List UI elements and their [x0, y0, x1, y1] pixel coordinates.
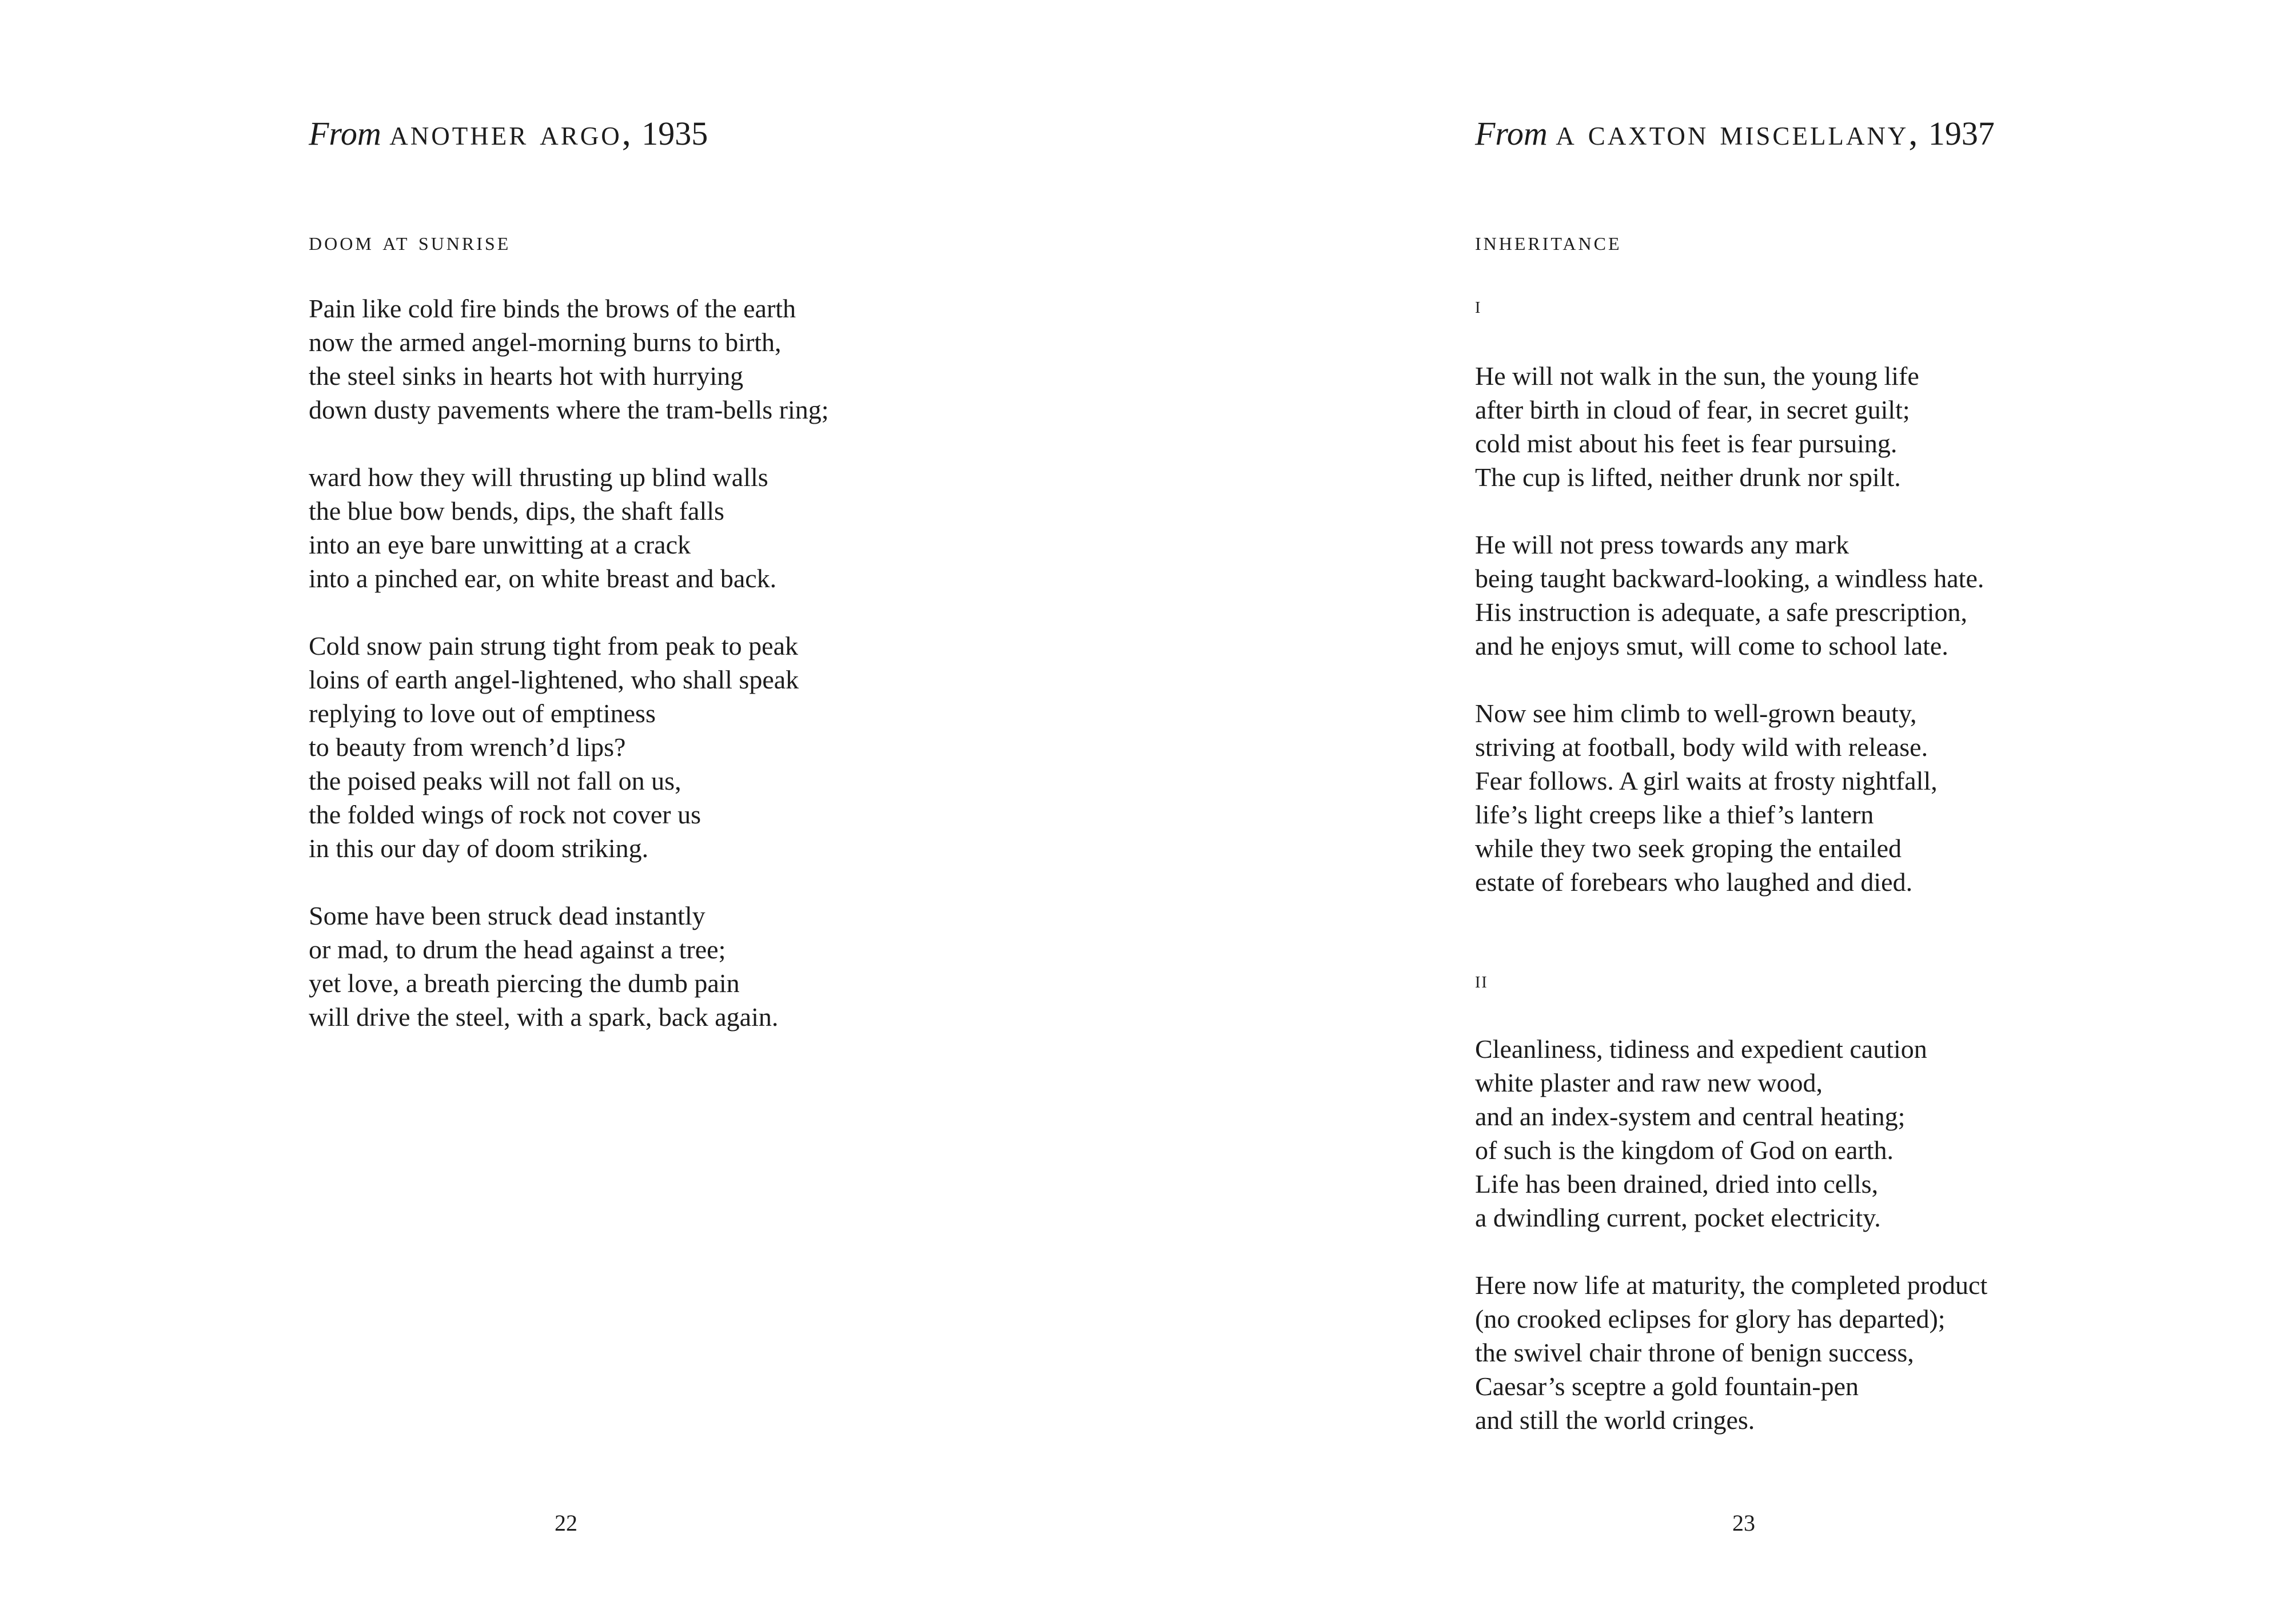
poem-line: replying to love out of emptiness	[309, 699, 656, 728]
poem-line: down dusty pavements where the tram-bells ring;	[309, 395, 829, 424]
poem-line: He will not walk in the sun, the young life	[1475, 361, 1919, 391]
poem-line: the poised peaks will not fall on us,	[309, 766, 681, 795]
poem-line: loins of earth angel-lightened, who shall speak	[309, 665, 799, 694]
stanza	[309, 899, 829, 1034]
poem-line: and still the world cringes.	[1475, 1405, 1755, 1435]
page-number: 22	[555, 1510, 577, 1536]
poem-title: doom at sunrise	[309, 226, 511, 256]
poem-line: Caesar’s sceptre a gold fountain-pen	[1475, 1372, 1859, 1401]
poem-line: a dwindling current, pocket electricity.	[1475, 1203, 1881, 1232]
poem-line: the steel sinks in hearts hot with hurrying	[309, 361, 744, 391]
poem-line: Fear follows. A girl waits at frosty nightfall,	[1475, 766, 1938, 795]
poem-line: His instruction is adequate, a safe prescription,	[1475, 598, 1967, 627]
poem-line: into a pinched ear, on white breast and back.	[309, 564, 777, 593]
poem-line: the folded wings of rock not cover us	[309, 800, 701, 829]
section-number: ii	[1475, 967, 1488, 993]
poem-line: Pain like cold fire binds the brows of the earth	[309, 294, 796, 323]
poem-line: into an eye bare unwitting at a crack	[309, 530, 691, 559]
collection-heading	[309, 114, 708, 151]
collection-heading	[1475, 114, 1995, 151]
poem-line: Here now life at maturity, the completed product	[1475, 1270, 1988, 1300]
stanza	[1475, 696, 1984, 899]
poem-line: yet love, a breath piercing the dumb pain	[309, 969, 740, 998]
poem-line: and an index-system and central heating;	[1475, 1102, 1906, 1131]
poem-body-section-1	[1475, 359, 1984, 933]
heading-from: From	[309, 115, 381, 152]
poem-line: striving at football, body wild with release.	[1475, 732, 1928, 762]
poem-line: being taught backward-looking, a windless hate.	[1475, 564, 1984, 593]
poem-line: of such is the kingdom of God on earth.	[1475, 1136, 1894, 1165]
poem-line: Cold snow pain strung tight from peak to peak	[309, 631, 798, 660]
stanza	[309, 629, 829, 865]
poem-line: Now see him climb to well-grown beauty,	[1475, 699, 1917, 728]
section-number: i	[1475, 292, 1482, 318]
left-page	[309, 0, 995, 1621]
poem-line: now the armed angel-morning burns to birth,	[309, 328, 782, 357]
poem-line: after birth in cloud of fear, in secret guilt;	[1475, 395, 1910, 424]
stanza	[1475, 1032, 1987, 1234]
poem-line: while they two seek groping the entailed	[1475, 834, 1902, 863]
stanza	[1475, 528, 1984, 663]
stanza	[309, 292, 829, 427]
poem-line: Cleanliness, tidiness and expedient caution	[1475, 1034, 1927, 1064]
heading-collection-name: a caxton miscellany,	[1556, 112, 1920, 153]
poem-line: Life has been drained, dried into cells,	[1475, 1169, 1879, 1198]
right-page	[1475, 0, 2218, 1621]
stanza	[309, 460, 829, 595]
poem-line: ward how they will thrusting up blind walls	[309, 463, 768, 492]
poem-body	[309, 292, 829, 1068]
poem-line: will drive the steel, with a spark, back again.	[309, 1002, 779, 1031]
poem-body-section-2	[1475, 1032, 1987, 1471]
poem-line: estate of forebears who laughed and died.	[1475, 867, 1913, 897]
heading-from: From	[1475, 115, 1548, 152]
poem-line: cold mist about his feet is fear pursuing.	[1475, 429, 1898, 458]
stanza	[1475, 1268, 1987, 1437]
stanza	[1475, 359, 1984, 494]
poem-line: life’s light creeps like a thief’s lantern	[1475, 800, 1874, 829]
heading-year: 1937	[1928, 115, 1995, 152]
heading-collection-name: another argo,	[389, 112, 633, 153]
poem-title: inheritance	[1475, 226, 1622, 256]
poem-line: (no crooked eclipses for glory has departed);	[1475, 1304, 1946, 1333]
poem-line: or mad, to drum the head against a tree;	[309, 935, 726, 964]
poem-line: white plaster and raw new wood,	[1475, 1068, 1823, 1097]
poem-line: and he enjoys smut, will come to school late.	[1475, 631, 1948, 660]
poem-line: Some have been struck dead instantly	[309, 901, 705, 930]
poem-line: the swivel chair throne of benign success,	[1475, 1338, 1914, 1367]
poem-line: to beauty from wrench’d lips?	[309, 732, 626, 762]
poem-line: the blue bow bends, dips, the shaft falls	[309, 496, 724, 525]
poem-line: The cup is lifted, neither drunk nor spilt.	[1475, 463, 1901, 492]
poem-line: He will not press towards any mark	[1475, 530, 1849, 559]
page-number: 23	[1732, 1510, 1755, 1536]
poem-line: in this our day of doom striking.	[309, 834, 649, 863]
heading-year: 1935	[641, 115, 708, 152]
